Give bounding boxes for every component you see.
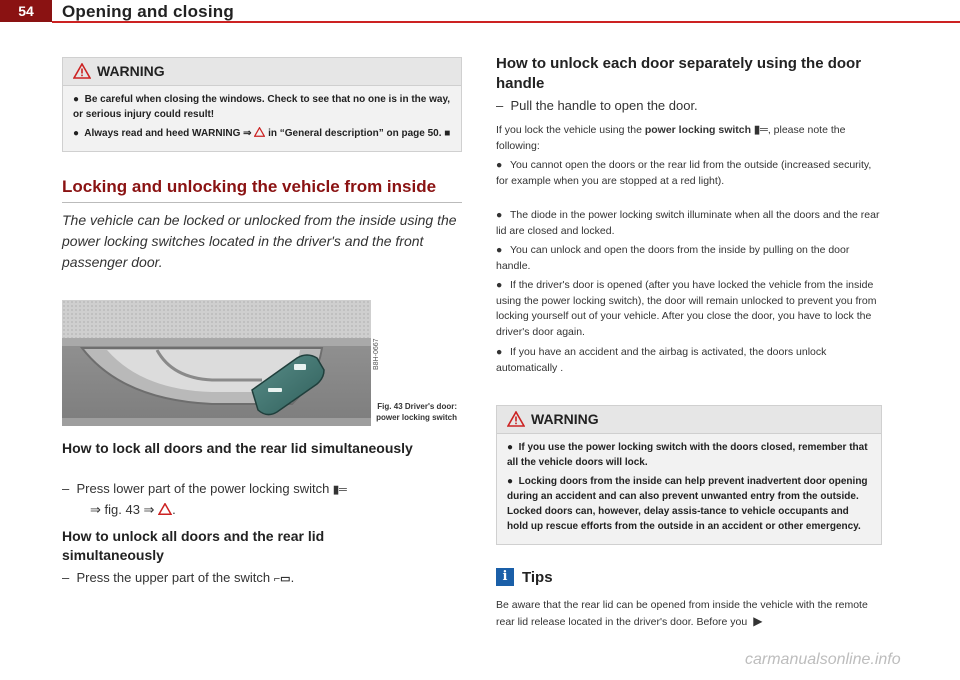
- warning-item: ● Locking doors from the inside can help prevent inadvertent door opening during an accident and can also prevent unwanted entry from the outside. Locked doors can, however, delay assis-tance to vehicle occupants and hold up rescue efforts from the outside in an accident or other emergency.: [507, 476, 868, 532]
- bullet-item: ● You cannot open the doors or the rear lid from the outside (increased security, for example when you are stopped at a red light).: [496, 159, 872, 187]
- lock-all-step: – Press lower part of the power locking switch ▮═ ⇒ fig. 43 ⇒ .: [62, 481, 347, 517]
- unlock-each-step: – Pull the handle to open the door.: [496, 98, 698, 113]
- info-icon: i: [496, 568, 514, 586]
- unlock-each-note: If you lock the vehicle using the power locking switch ▮═, please note the following:: [496, 124, 846, 152]
- tips-text: Be aware that the rear lid can be opened from inside the vehicle with the remote rear lid release located in the driver's door. Before you ▶: [496, 599, 868, 628]
- warning-title: [63, 58, 461, 86]
- warning-box-locking: [496, 405, 882, 545]
- warning-title: [497, 406, 881, 434]
- door-switch-figure: [62, 300, 371, 426]
- warning-triangle-icon: [158, 503, 172, 515]
- lock-all-title: How to lock all doors and the rear lid simultaneously: [62, 440, 413, 456]
- figure-code: B8H-0667: [373, 338, 380, 370]
- unlock-icon: [268, 388, 282, 392]
- bullet-item: ● If you have an accident and the airbag is activated, the doors unlock automatically .: [496, 346, 827, 374]
- warning-item: ● If you use the power locking switch with the doors closed, remember that all the vehicle doors will lock.: [507, 442, 868, 468]
- section-rule: [62, 202, 462, 203]
- tips-title-text: Tips: [522, 568, 553, 586]
- bullet-item: ● The diode in the power locking switch illuminate when all the doors and the rear lid are closed and locked.: [496, 209, 880, 237]
- unlock-switch-icon: ⌐▭: [273, 573, 291, 585]
- warning-title-text: WARNING: [531, 411, 599, 427]
- warning-triangle-icon: [254, 127, 265, 137]
- unlock-all-title: How to unlock all doors and the rear lid simultaneously: [62, 528, 325, 563]
- tips-heading: [496, 568, 553, 586]
- header-rule: [52, 21, 960, 23]
- unlock-all-step: – Press the upper part of the switch ⌐▭.: [62, 568, 462, 589]
- bullet-item: ● If the driver's door is opened (after you have locked the vehicle from the inside using the power locking switch), the door will remain unlocked to prevent you from locking yourself out of your vehicle. After you close the door, you have to lock the driver's door again.: [496, 279, 877, 338]
- warning-triangle-icon: [507, 411, 525, 427]
- warning-title-text: WARNING: [97, 63, 165, 79]
- chapter-title: Opening and closing: [62, 2, 234, 21]
- warning-box-windows: [62, 57, 462, 152]
- continue-arrow-icon: ▶: [753, 613, 763, 628]
- warning-triangle-icon: [73, 63, 91, 79]
- lock-switch-icon: ▮═: [332, 484, 347, 496]
- page-number: 54: [0, 0, 52, 22]
- lock-icon: [294, 364, 306, 370]
- lock-switch-icon: ▮═: [753, 124, 768, 136]
- section-intro: The vehicle can be locked or unlocked from the inside using the power locking switches located in the driver's and the front passenger door.: [62, 212, 457, 270]
- watermark: carmanualsonline.info: [745, 651, 901, 668]
- figure-caption: Fig. 43 Driver's door: power locking switch: [376, 402, 457, 422]
- section-title: Locking and unlocking the vehicle from inside: [62, 177, 437, 196]
- unlock-each-title: How to unlock each door separately using the door handle: [496, 55, 862, 92]
- bullet-item: ● You can unlock and open the doors from the inside by pulling on the door handle.: [496, 244, 850, 272]
- warning-item: ● Always read and heed WARNING ⇒ in “General description” on page 50. ■: [73, 128, 451, 139]
- warning-item: ● Be careful when closing the windows. Check to see that no one is in the way, or serious injury could result!: [73, 94, 451, 120]
